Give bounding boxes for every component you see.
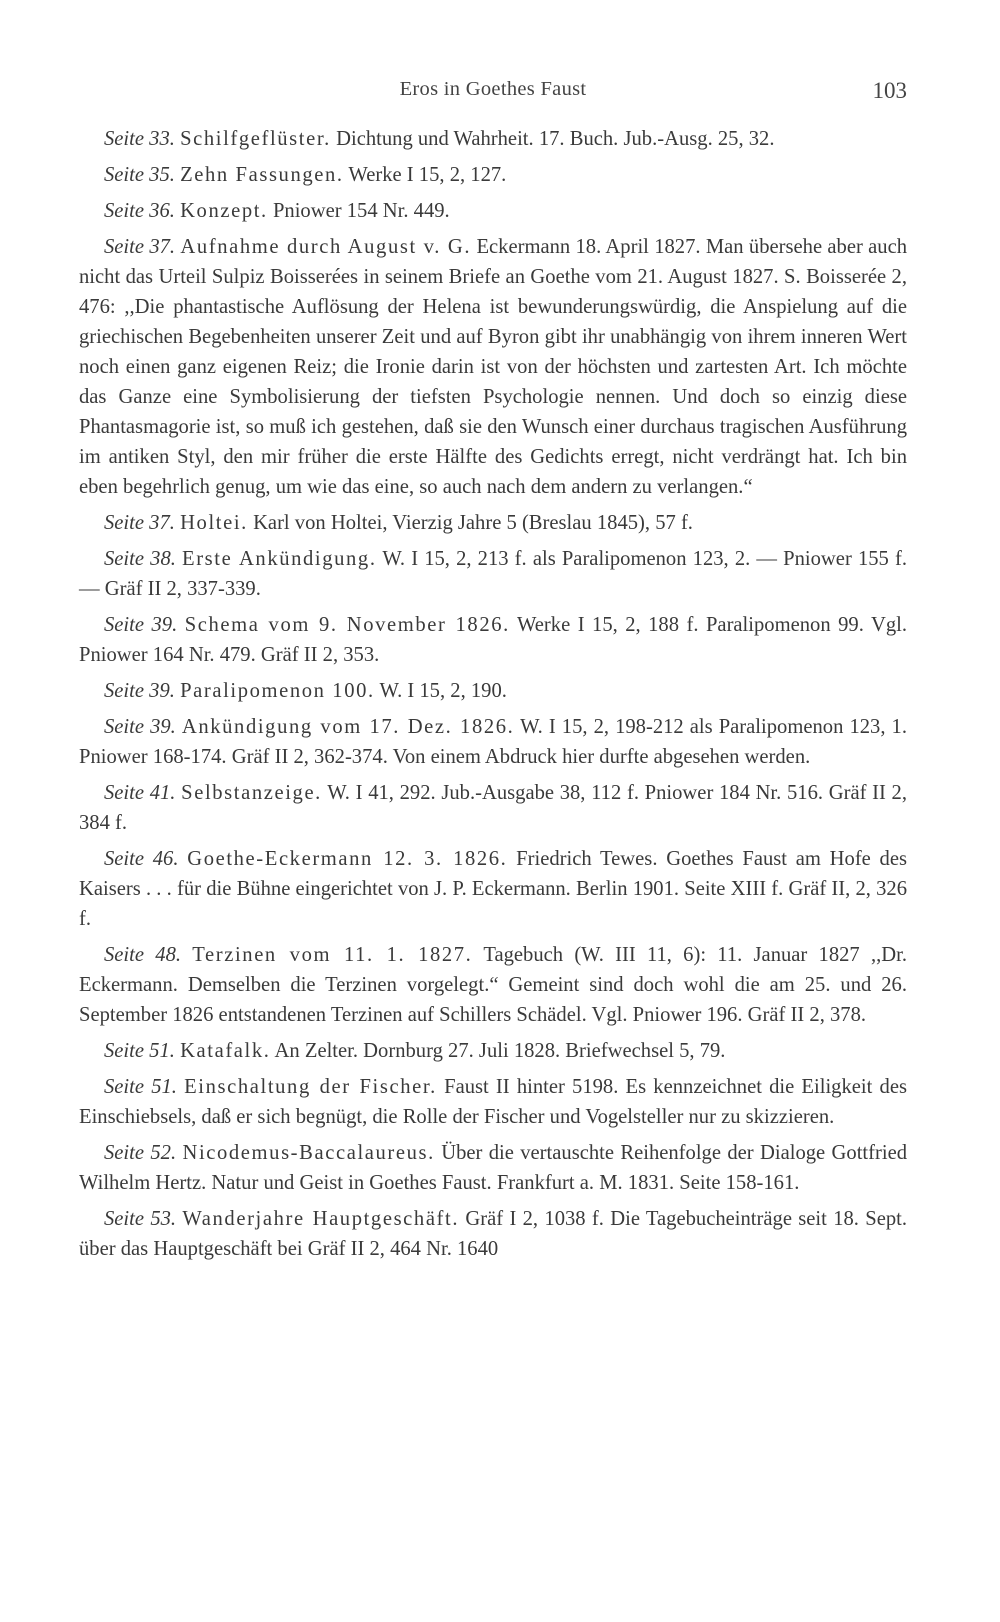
note-entry xyxy=(79,196,907,226)
note-lemma: Nicodemus-Baccalaureus. xyxy=(182,1142,435,1164)
note-entry xyxy=(79,940,907,1030)
note-text: Werke I 15, 2, 188 f. Paralipomenon 99. Vgl. Pniower 164 Nr. 479. Gräf II 2, 353. xyxy=(79,614,907,666)
note-text: Dichtung und Wahrheit. 17. Buch. Jub.-Ausg. 25, 32. xyxy=(336,128,775,150)
note-lemma: Paralipomenon 100. xyxy=(180,680,375,702)
note-lemma: Konzept. xyxy=(180,200,268,222)
note-text: An Zelter. Dornburg 27. Juli 1828. Briefwechsel 5, 79. xyxy=(274,1040,726,1062)
note-page-ref: Seite 39. xyxy=(104,614,178,636)
note-text: Werke I 15, 2, 127. xyxy=(348,164,507,186)
note-page-ref: Seite 39. xyxy=(104,716,176,738)
note-text: Faust II hinter 5198. Es kennzeichnet die Eiligkeit des Einschiebsels, daß er sich begnügt, die Rolle der Fischer und Vogelsteller nur zu skizzieren. xyxy=(79,1076,907,1128)
note-text: Pniower 154 Nr. 449. xyxy=(272,200,450,222)
note-text: Gräf I 2, 1038 f. Die Tagebucheinträge seit 18. Sept. über das Hauptgeschäft bei Gräf II 2, 464 Nr. 1640 xyxy=(79,1208,908,1260)
note-page-ref: Seite 41. xyxy=(104,782,176,804)
note-entry xyxy=(79,508,907,538)
note-entry xyxy=(79,676,907,706)
page-number: 103 xyxy=(872,78,907,103)
note-text: W. I 15, 2, 190. xyxy=(379,680,507,702)
note-page-ref: Seite 36. xyxy=(104,200,175,222)
note-text: Karl von Holtei, Vierzig Jahre 5 (Breslau 1845), 57 f. xyxy=(253,512,693,534)
note-lemma: Schilfgeflüster. xyxy=(180,128,331,150)
book-page xyxy=(79,72,907,1270)
note-page-ref: Seite 51. xyxy=(104,1076,177,1098)
running-title: Eros in Goethes Faust xyxy=(399,78,587,100)
note-entry xyxy=(79,1138,907,1198)
note-lemma: Terzinen vom 11. 1. 1827. xyxy=(192,944,473,966)
note-entry xyxy=(79,778,907,838)
note-text: Friedrich Tewes. Goethes Faust am Hofe des Kaisers . . . für die Bühne eingerichtet von J. P. Eckermann. Berlin 1901. Seite XIII f. Gräf II, 2, 326 f. xyxy=(79,848,907,930)
note-lemma: Zehn Fassungen. xyxy=(180,164,344,186)
note-page-ref: Seite 38. xyxy=(104,548,176,570)
note-lemma: Goethe-Eckermann 12. 3. 1826. xyxy=(187,848,508,870)
note-lemma: Schema vom 9. November 1826. xyxy=(184,614,510,636)
note-page-ref: Seite 37. xyxy=(104,512,175,534)
note-lemma: Aufnahme durch August v. G. xyxy=(180,236,472,258)
note-text: W. I 15, 2, 213 f. als Paralipomenon 123, 2. — Pniower 155 f. — Gräf II 2, 337-339. xyxy=(79,548,907,600)
note-page-ref: Seite 48. xyxy=(104,944,182,966)
notes-list xyxy=(79,124,907,1264)
note-lemma: Katafalk. xyxy=(180,1040,271,1062)
note-page-ref: Seite 35. xyxy=(104,164,175,186)
note-entry xyxy=(79,124,907,154)
note-page-ref: Seite 46. xyxy=(104,848,179,870)
note-lemma: Ankündigung vom 17. Dez. 1826. xyxy=(181,716,515,738)
note-entry xyxy=(79,1072,907,1132)
note-entry xyxy=(79,544,907,604)
note-entry xyxy=(79,844,907,934)
note-text: W. I 15, 2, 198-212 als Paralipomenon 123, 1. Pniower 168-174. Gräf II 2, 362-374. Von einem Abdruck hier durfte abgesehen werden. xyxy=(79,716,907,768)
note-lemma: Selbstanzeige. xyxy=(181,782,322,804)
note-entry xyxy=(79,160,907,190)
note-entry xyxy=(79,1036,907,1066)
note-entry xyxy=(79,1204,907,1264)
note-text: W. I 41, 292. Jub.-Ausgabe 38, 112 f. Pniower 184 Nr. 516. Gräf II 2, 384 f. xyxy=(79,782,907,834)
note-entry xyxy=(79,610,907,670)
note-text: Tagebuch (W. III 11, 6): 11. Januar 1827 ,,Dr. Eckermann. Demselben die Terzinen vorgelegt.“ Gemeint sind doch wohl die am 25. und 26. September 1826 entstandenen Terzinen auf Schillers Schädel. Vgl. Pniower 196. Gräf II 2, 378. xyxy=(79,944,908,1026)
note-page-ref: Seite 39. xyxy=(104,680,175,702)
note-page-ref: Seite 52. xyxy=(104,1142,177,1164)
note-lemma: Holtei. xyxy=(180,512,248,534)
note-page-ref: Seite 53. xyxy=(104,1208,177,1230)
note-lemma: Einschaltung der Fischer. xyxy=(184,1076,437,1098)
note-page-ref: Seite 33. xyxy=(104,128,175,150)
note-text: Eckermann 18. April 1827. Man übersehe aber auch nicht das Urteil Sulpiz Boisserées in seinem Briefe an Goethe vom 21. August 1827. S. Boisserée 2, 476: ,,Die phantastische Auflösung der Helena ist bewunderungswürdig, die Anspielung auf die griechischen Begebenheiten unserer Zeit und auf Byron gibt ihr unabhängig von ihrem inneren Wert noch einen ganz eigenen Reiz; die Ironie darin ist von der höchsten und zartesten Art. Ich möchte das Ganze eine Symbolisierung der tiefsten Psychologie nennen. Und doch so einzig diese Phantasmagorie ist, so muß ich gestehen, daß sie den Wunsch einer durchaus tragischen Ausführung im antiken Styl, den mir früher die erste Hälfte des Gedichts erregt, nicht verdrängt hat. Ich bin eben begehrlich genug, um wie das eine, so auch nach dem andern zu verlangen.“ xyxy=(79,236,908,498)
note-entry xyxy=(79,232,907,502)
note-lemma: Erste Ankündigung. xyxy=(182,548,377,570)
note-lemma: Wanderjahre Hauptgeschäft. xyxy=(182,1208,460,1230)
note-entry xyxy=(79,712,907,772)
note-page-ref: Seite 37. xyxy=(104,236,176,258)
running-head xyxy=(79,72,907,116)
note-text: Über die vertauschte Reihenfolge der Dialoge Gottfried Wilhelm Hertz. Natur und Geist in Goethes Faust. Frankfurt a. M. 1831. Seite 158-161. xyxy=(79,1142,908,1194)
note-page-ref: Seite 51. xyxy=(104,1040,175,1062)
